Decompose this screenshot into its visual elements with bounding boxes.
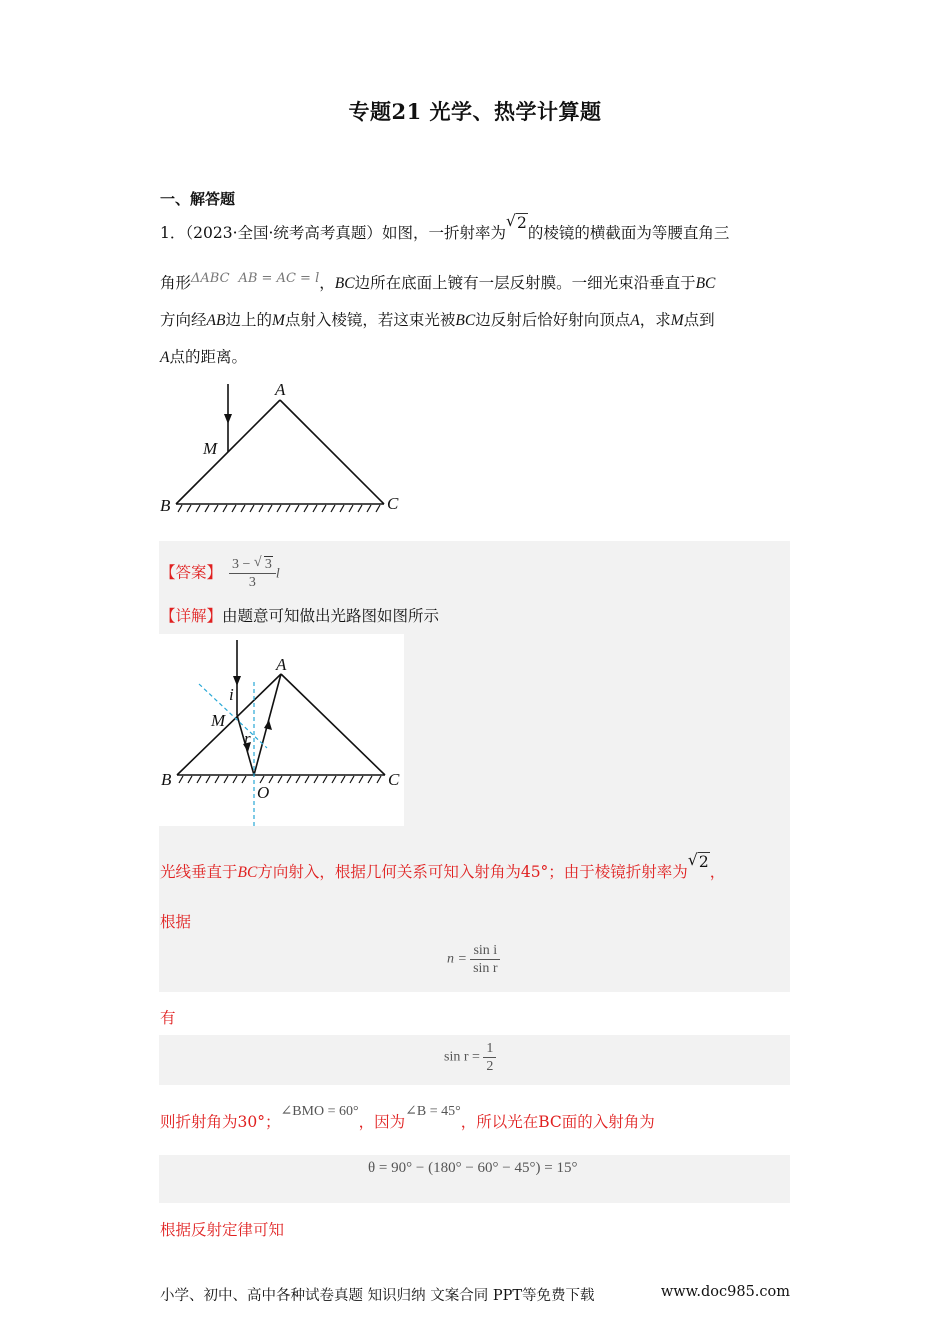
formula-theta: θ = 90° − (180° − 60° − 45°) = 15° [368,1160,578,1176]
light-path-figure [159,634,404,826]
footer-url[interactable]: www.doc985.com [660,1284,790,1300]
label-r: r [244,729,251,748]
para1-line2: 根据 [160,913,192,931]
label-o: O [257,783,270,802]
label-m: M [211,711,226,730]
hatching [178,505,380,512]
question-line-2: 角形$^{\Delta ABC}$ $^{AB = AC = l}$，BC边所在底面上镀有一层反射膜。一细光束沿垂直于BC [160,271,716,292]
question-line-4: A点的距离。 [160,348,247,366]
page-footer [160,1284,790,1305]
question-line-3: 方向经AB边上的M点射入棱镜，若这束光被BC边反射后恰好射向顶点A，求M点到 [160,311,715,329]
label-b: B [161,770,172,789]
label-i: i [229,685,234,704]
formula-n: n = $\frac{\text{sin i}}{\text{sin r}}$ [447,942,500,977]
answer-line: 【答案】 3 − √ 3 3 l [160,555,280,590]
footer-left: 小学、初中、高中各种试卷真题 知识归纳 文案合同 PPT等免费下载 [160,1288,595,1304]
para2: 有 [160,1009,176,1027]
label-b: B [160,496,171,515]
section-heading: 一、解答题 [160,190,236,208]
prism-figure [158,378,408,523]
para1-line1: 光线垂直于BC方向射入，根据几何关系可知入射角为45°；由于棱镜折射率为 √ 2， [160,851,726,881]
para3: 则折射角为30°；∠BMO = 60°，因为∠B = 45°，所以光在BC面的入射角为 [160,1104,655,1131]
edge-ac [280,400,384,504]
para4: 根据反射定律可知 [160,1221,285,1239]
label-a: A [276,655,287,674]
question-line-1: 1．（2023·全国·统考高考真题）如图，一折射率为 √ 2的棱镜的横截面为等腰直角三 [160,212,730,242]
label-c: C [388,770,400,789]
detail-line: 【详解】由题意可知做出光路图如图所示 [160,607,440,625]
label-a: A [275,380,286,399]
formula-sinr: sin r = $\frac{1}{2}$ [444,1040,496,1075]
arrow-head [224,414,232,424]
page-title: 专题21 光学、热学计算题 [348,99,602,124]
label-m: M [203,439,218,458]
label-c: C [387,494,399,513]
